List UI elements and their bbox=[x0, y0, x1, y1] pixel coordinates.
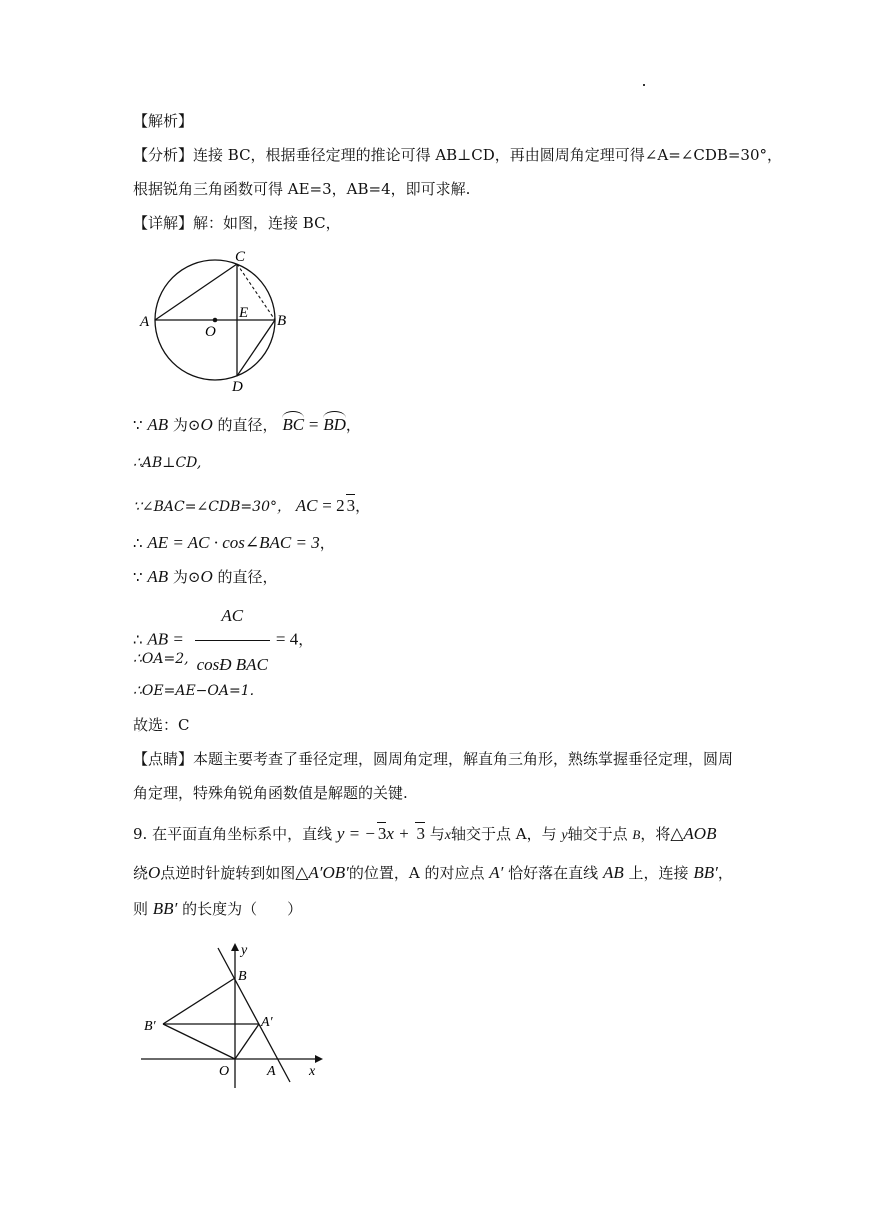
step1-diameter-text: 的直径， bbox=[217, 416, 278, 434]
fenxi-label: 【分析】 bbox=[133, 146, 194, 164]
step-4 bbox=[133, 532, 335, 554]
q9-l3-bb-prime: BB′ bbox=[152, 899, 178, 918]
center-point bbox=[213, 318, 218, 323]
step-5 bbox=[133, 566, 278, 588]
fraction-denominator: cosÐ BAC bbox=[196, 655, 268, 674]
step-3 bbox=[133, 494, 370, 518]
q9-point-b: B bbox=[632, 827, 641, 842]
question-9-line-2 bbox=[133, 862, 733, 884]
analysis-title: 【解析】 bbox=[133, 112, 194, 130]
step3-sqrt: 3 bbox=[346, 496, 356, 515]
step1-ab: AB bbox=[147, 415, 169, 434]
label-a-fig2: A bbox=[267, 1064, 276, 1079]
label-d: D bbox=[232, 379, 243, 395]
page-mark bbox=[643, 84, 645, 86]
label-o: O bbox=[205, 324, 216, 340]
q9-l2-text-d: 恰好落在直线 bbox=[508, 864, 599, 882]
chord-bd bbox=[237, 320, 275, 376]
step-7: ∴OA=2, bbox=[133, 651, 189, 667]
step3-eq: = 2 bbox=[322, 496, 345, 515]
label-c: C bbox=[235, 249, 246, 265]
step-2: ∴AB⊥CD, bbox=[133, 455, 202, 471]
arc-bd: BD bbox=[323, 415, 346, 434]
q9-l2-bb-prime: BB′ bbox=[693, 863, 718, 882]
q9-l2-text-b: 点逆时针旋转到如图 bbox=[160, 864, 296, 882]
q9-text-a: 在平面直角坐标系中，直线 bbox=[152, 825, 333, 843]
circle-figure bbox=[135, 245, 295, 395]
label-a: A bbox=[140, 314, 150, 330]
therefore-symbol: ∴ bbox=[133, 534, 143, 552]
label-b-fig2: B bbox=[238, 969, 247, 984]
dianjing-text-1: 本题主要考查了垂径定理，圆周角定理，解直角三角形，熟练掌握垂径定理，圆周 bbox=[193, 750, 734, 768]
step3-ac: AC bbox=[295, 496, 318, 515]
fenxi-text-2: 根据锐角三角函数可得 AE=3，AB=4，即可求解. bbox=[133, 180, 471, 198]
arc-bc: BC bbox=[282, 415, 305, 434]
segment-b-prime-b bbox=[163, 978, 235, 1024]
detail-paragraph bbox=[133, 212, 341, 234]
q9-text-c: 轴交于点 A，与 bbox=[450, 825, 557, 843]
dianjing-text-2: 角定理，特殊角锐角函数值是解题的关键. bbox=[133, 784, 408, 802]
step4-end: ， bbox=[319, 534, 335, 552]
q9-eq-y: y = − bbox=[336, 824, 376, 843]
step-1 bbox=[133, 414, 361, 436]
therefore-symbol-2: ∴ bbox=[133, 630, 143, 649]
q9-sqrt-1: 3 bbox=[377, 824, 387, 843]
step-6 bbox=[133, 592, 313, 689]
label-x-axis: x bbox=[309, 1064, 316, 1079]
step6-fraction bbox=[195, 592, 270, 689]
step5-o: O bbox=[200, 567, 213, 586]
chord-ac bbox=[155, 264, 237, 320]
step4-formula: AE = AC · cos∠BAC = 3 bbox=[147, 533, 320, 552]
xiangjie-text: 解：如图，连接 BC， bbox=[193, 214, 341, 232]
dianjing-label: 【点睛】 bbox=[133, 750, 194, 768]
step3-angle-text: ∵∠BAC=∠CDB=30°， bbox=[133, 499, 291, 515]
question-9-line-1 bbox=[133, 822, 716, 847]
step1-o: O bbox=[200, 415, 213, 434]
q9-text-d: 轴交于点 bbox=[567, 825, 628, 843]
q9-l2-text-e: 上，连接 bbox=[628, 864, 689, 882]
q9-l3-text-b: 的长度为（ ） bbox=[182, 900, 303, 918]
label-b: B bbox=[277, 313, 287, 329]
q9-l2-text-c: 的位置，A 的对应点 bbox=[348, 864, 485, 882]
q9-l2-o: O bbox=[148, 863, 161, 882]
q9-text-e: ，将 bbox=[640, 825, 671, 843]
label-o-fig2: O bbox=[219, 1064, 230, 1079]
q9-l2-a-prime: A′ bbox=[489, 863, 504, 882]
question-number: 9. bbox=[133, 825, 148, 843]
q9-l2-text-a: 绕 bbox=[133, 864, 149, 882]
label-a-prime: A′ bbox=[261, 1015, 273, 1030]
coordinate-figure bbox=[135, 940, 335, 1090]
step5-diameter-text: 的直径， bbox=[217, 568, 278, 586]
step1-eq: = bbox=[308, 415, 319, 434]
line-ab bbox=[218, 948, 290, 1082]
step5-ab: AB bbox=[147, 567, 169, 586]
q9-eq-x: x + bbox=[386, 824, 410, 843]
label-e: E bbox=[239, 305, 249, 321]
step1-circle-text: 为⊙ bbox=[172, 416, 201, 434]
q9-sqrt-2: 3 bbox=[416, 824, 425, 843]
q9-text-b: 与 bbox=[429, 825, 445, 843]
q9-x-var: x bbox=[444, 828, 451, 843]
question-9-line-3 bbox=[133, 898, 302, 920]
step3-end: ， bbox=[355, 497, 371, 515]
q9-l2-text-f: ， bbox=[717, 864, 733, 882]
step-8: ∴OE=AE−OA=1. bbox=[133, 683, 255, 699]
because-symbol: ∵ bbox=[133, 416, 143, 434]
q9-y-var: y bbox=[561, 828, 568, 843]
step6-eq: = 4 bbox=[275, 629, 299, 649]
q9-triangle-aob: △AOB bbox=[670, 824, 717, 843]
label-y-axis: y bbox=[241, 943, 248, 958]
step6-ab: AB = bbox=[147, 629, 184, 649]
analysis-paragraph-1 bbox=[133, 144, 782, 166]
step5-circle-text: 为⊙ bbox=[172, 568, 201, 586]
q9-l3-text-a: 则 bbox=[133, 900, 149, 918]
label-b-prime: B′ bbox=[144, 1019, 156, 1034]
step-9-answer: 故选：C bbox=[133, 716, 190, 734]
fraction-numerator: AC bbox=[195, 592, 270, 641]
xiangjie-label: 【详解】 bbox=[133, 214, 194, 232]
dianjing-paragraph bbox=[133, 748, 733, 770]
q9-l2-ab: AB bbox=[602, 863, 624, 882]
q9-triangle-aob-prime: △A′OB′ bbox=[295, 863, 349, 882]
segment-b-prime-o bbox=[163, 1024, 235, 1059]
step1-end: ， bbox=[345, 416, 361, 434]
segment-o-a-prime bbox=[235, 1024, 259, 1059]
fenxi-text-1: 连接 BC，根据垂径定理的推论可得 AB⊥CD，再由圆周角定理可得∠A=∠CDB=30°， bbox=[193, 146, 783, 164]
because-symbol-2: ∵ bbox=[133, 568, 143, 586]
step6-end: ， bbox=[298, 630, 314, 649]
